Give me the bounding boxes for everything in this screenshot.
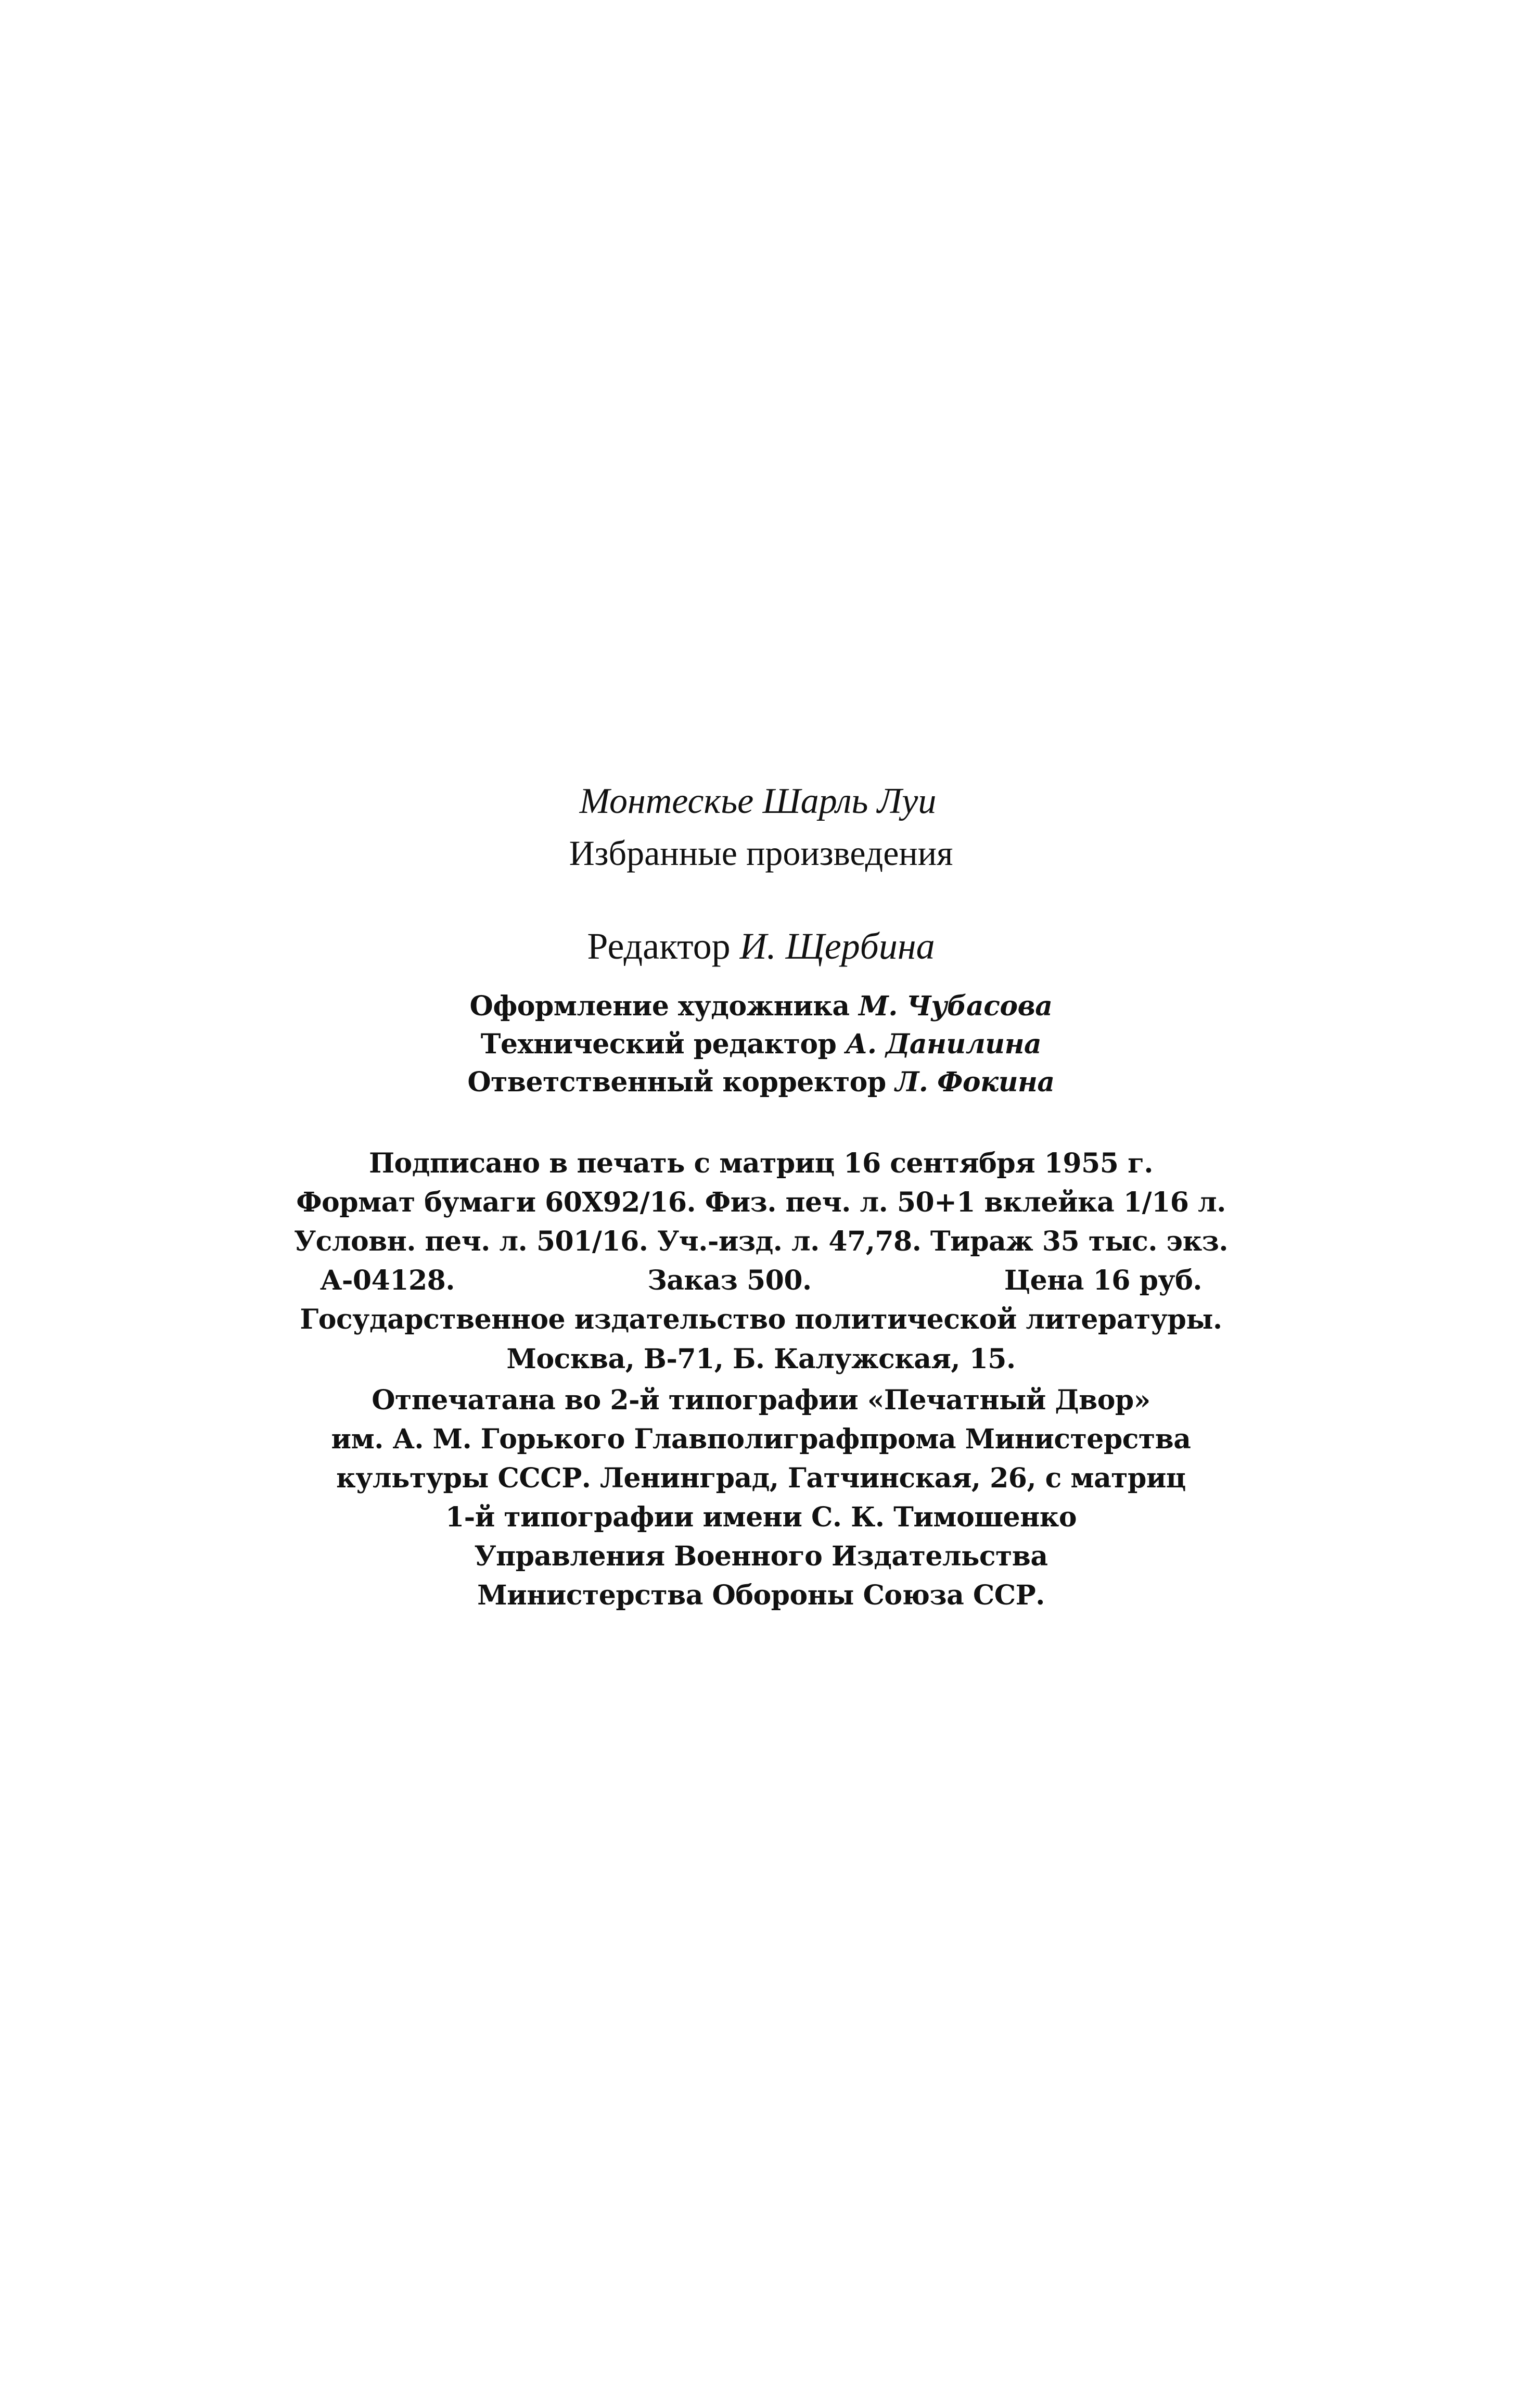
- imprint-code: А-04128.: [320, 1265, 455, 1296]
- title-block: [0, 783, 1522, 871]
- imprint-order: Заказ 500.: [647, 1265, 812, 1296]
- imprint-order-line: [320, 1267, 1202, 1294]
- imprint-format-text: Формат бумаги 60X92/16. Физ. печ. л. 50+1 вклейка 1/16 л.: [296, 1187, 1226, 1218]
- imprint-signed-text: Подписано в печать с матриц 16 сентября 1955 г.: [368, 1148, 1154, 1179]
- imprint-price: Цена 16 руб.: [1004, 1265, 1202, 1296]
- imprint-format: [296, 1187, 1226, 1218]
- credit-name: М. Чубасова: [859, 990, 1053, 1022]
- credit-label: Ответственный корректор: [467, 1066, 886, 1098]
- credit-label: Оформление художника: [469, 990, 850, 1022]
- credit-line-proofreader: [0, 1066, 1522, 1098]
- imprint-sheets: [293, 1226, 1229, 1257]
- printer-line: им. А. М. Горького Главполиграфпрома Министерства: [331, 1423, 1191, 1455]
- credits-block: [0, 990, 1522, 1107]
- publisher-address: Москва, В-71, Б. Калужская, 15.: [506, 1343, 1016, 1375]
- printer-line: Управления Военного Издательства: [474, 1540, 1048, 1572]
- book-title: Избранные произведения: [569, 833, 953, 873]
- editor-name: И. Щербина: [739, 925, 935, 967]
- credit-line-tech-editor: [0, 1028, 1522, 1060]
- imprint-sheets-text: Условн. печ. л. 501/16. Уч.-изд. л. 47,78. Тираж 35 тыс. экз.: [293, 1226, 1229, 1257]
- imprint-block: [293, 1148, 1229, 1306]
- publisher-name: Государственное издательство политической литературы.: [300, 1304, 1222, 1335]
- editor-line: [0, 927, 1522, 965]
- editor-block: [0, 927, 1522, 965]
- printer-line: культуры СССР. Ленинград, Гатчинская, 26, с матриц: [336, 1462, 1186, 1494]
- author-name: Монтескье Шарль Луи: [579, 781, 937, 821]
- printer-block: [0, 1384, 1522, 1621]
- editor-label: Редактор: [587, 925, 731, 967]
- imprint-signed: [320, 1150, 1202, 1177]
- publisher-block: [0, 1306, 1522, 1385]
- printer-line: Министерства Обороны Союза ССР.: [477, 1579, 1045, 1611]
- credit-label: Технический редактор: [480, 1028, 837, 1060]
- credit-name: А. Данилина: [846, 1028, 1042, 1060]
- credit-line-design: [0, 990, 1522, 1022]
- printer-line: 1-й типографии имени С. К. Тимошенко: [445, 1501, 1077, 1533]
- printer-line: Отпечатана во 2-й типографии «Печатный Двор»: [372, 1384, 1150, 1416]
- credit-name: Л. Фокина: [895, 1066, 1055, 1098]
